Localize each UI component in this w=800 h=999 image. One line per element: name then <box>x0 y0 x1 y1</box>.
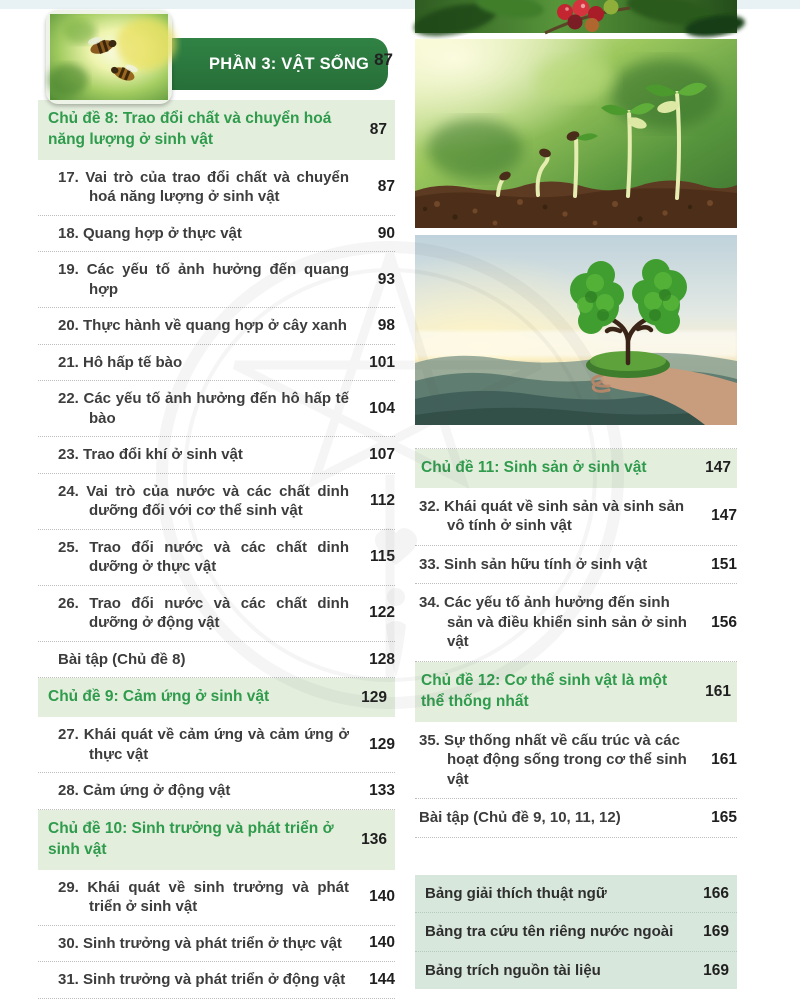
toc-row-lesson <box>38 474 395 530</box>
toc-row-lesson <box>38 530 395 586</box>
seedling-growth-photo <box>415 39 737 228</box>
toc-entry-page: 147 <box>705 459 731 477</box>
toc-entry-label: 22. Các yếu tố ảnh hưởng đến hô hấp tế bào <box>58 390 349 427</box>
toc-entry-label: 19. Các yếu tố ảnh hưởng đến quang hợp <box>58 261 349 298</box>
toc-entry-label: 23. Trao đổi khí ở sinh vật <box>58 446 243 464</box>
bee-photo <box>46 10 172 104</box>
toc-entry-page: 128 <box>369 650 395 668</box>
toc-entry-label: 35. Sự thống nhất về cấu trúc và các hoạt động sống trong cơ thể sinh vật <box>419 731 687 788</box>
left-toc <box>38 100 395 999</box>
toc-entry-label: Bảng tra cứu tên riêng nước ngoài <box>425 923 674 941</box>
toc-row-lesson <box>38 345 395 382</box>
toc-row-chapter <box>38 810 395 870</box>
toc-entry-page: 115 <box>369 548 395 566</box>
toc-entry-page: 112 <box>369 492 395 510</box>
toc-row-lesson <box>38 308 395 345</box>
toc-entry-page: 165 <box>711 809 737 827</box>
toc-entry-page: 129 <box>361 688 387 706</box>
toc-row-lesson <box>415 546 737 585</box>
toc-row-lesson <box>415 584 737 662</box>
toc-entry-page: 93 <box>377 270 395 288</box>
toc-row-lesson <box>38 586 395 642</box>
toc-row-lesson <box>38 437 395 474</box>
toc-row-task <box>38 642 395 679</box>
toc-row-chapter <box>415 449 737 488</box>
toc-row-lesson <box>38 216 395 253</box>
toc-entry-label: 25. Trao đổi nước và các chất dinh dưỡng ở thực vật <box>58 538 349 576</box>
toc-entry-page: 166 <box>703 884 729 902</box>
coffee-berries-photo <box>415 0 737 33</box>
toc-row-chapter <box>38 678 395 717</box>
toc-entry-label: 18. Quang hợp ở thực vật <box>58 224 242 242</box>
toc-entry-page: 90 <box>377 224 395 242</box>
toc-row-chapter <box>38 100 395 160</box>
toc-entry-page: 98 <box>377 317 395 335</box>
part-banner-label: PHẦN 3: VẬT SỐNG <box>209 54 369 73</box>
toc-entry-page: 136 <box>361 830 387 848</box>
toc-entry-label: 30. Sinh trưởng và phát triển ở thực vật <box>58 934 342 952</box>
toc-entry-page: 161 <box>711 751 737 769</box>
toc-entry-label: Chủ đề 12: Cơ thể sinh vật là một thể thống nhất <box>421 671 668 710</box>
toc-entry-label: 32. Khái quát về sinh sản và sinh sản vô tính ở sinh vật <box>419 497 685 535</box>
toc-entry-label: 29. Khái quát về sinh trưởng và phát triển ở sinh vật <box>58 878 349 916</box>
toc-entry-page: 133 <box>369 782 395 800</box>
toc-entry-page: 140 <box>369 888 395 906</box>
toc-row-lesson <box>415 722 737 800</box>
toc-entry-label: Bài tập (Chủ đề 9, 10, 11, 12) <box>419 809 621 827</box>
toc-entry-page: 161 <box>705 682 731 700</box>
toc-entry-label: 21. Hô hấp tế bào <box>58 353 183 371</box>
toc-row-lesson <box>38 717 395 773</box>
toc-row-lesson <box>38 773 395 810</box>
toc-entry-page: 156 <box>711 613 737 631</box>
toc-entry-label: 17. Vai trò của trao đổi chất và chuyển hoá năng lượng ở sinh vật <box>58 168 349 206</box>
toc-row-lesson <box>38 252 395 308</box>
toc-entry-page: 87 <box>377 178 395 196</box>
toc-entry-label: Bài tập (Chủ đề 8) <box>58 650 186 668</box>
toc-row-lesson <box>38 381 395 437</box>
toc-entry-page: 169 <box>703 961 729 979</box>
toc-row-chapter <box>415 662 737 722</box>
glossary-block <box>415 875 737 990</box>
right-toc <box>415 448 737 838</box>
toc-entry-page: 87 <box>369 120 387 138</box>
toc-entry-page: 101 <box>369 353 395 371</box>
toc-row-task <box>415 875 737 914</box>
toc-entry-label: 34. Các yếu tố ảnh hưởng đến sinh sản và điều khiển sinh sản ở sinh vật <box>419 594 687 651</box>
toc-entry-page: 122 <box>369 604 395 622</box>
toc-entry-page: 144 <box>369 970 395 988</box>
toc-entry-label: Bảng giải thích thuật ngữ <box>425 884 607 902</box>
toc-row-task <box>415 952 737 990</box>
toc-entry-label: 24. Vai trò của nước và các chất dinh dưỡng đối với cơ thể sinh vật <box>58 482 349 520</box>
toc-entry-page: 140 <box>369 934 395 952</box>
toc-entry-label: 28. Cảm ứng ở động vật <box>58 782 231 800</box>
toc-entry-label: 33. Sinh sản hữu tính ở sinh vật <box>419 555 648 573</box>
toc-entry-page: 147 <box>711 507 737 525</box>
toc-entry-page: 107 <box>369 446 395 464</box>
toc-entry-label: 27. Khái quát về cảm ứng và cảm ứng ở thực vật <box>58 726 349 763</box>
toc-entry-label: 20. Thực hành về quang hợp ở cây xanh <box>58 317 347 335</box>
toc-entry-label: 26. Trao đổi nước và các chất dinh dưỡng ở động vật <box>58 594 349 632</box>
toc-row-lesson <box>415 488 737 546</box>
toc-row-lesson <box>38 962 395 999</box>
toc-entry-label: Bảng trích nguồn tài liệu <box>425 961 601 979</box>
lung-tree-photo <box>415 235 737 425</box>
right-column <box>415 0 737 989</box>
part-banner-page: 87 <box>374 50 393 69</box>
toc-entry-label: Chủ đề 8: Trao đổi chất và chuyển hoá năng lượng ở sinh vật <box>48 110 332 148</box>
toc-row-lesson <box>38 926 395 963</box>
toc-entry-page: 104 <box>369 399 395 417</box>
part-header <box>38 10 395 100</box>
toc-row-task <box>415 799 737 838</box>
toc-row-lesson <box>38 870 395 926</box>
toc-entry-page: 169 <box>703 923 729 941</box>
left-column <box>38 10 395 999</box>
toc-entry-label: Chủ đề 10: Sinh trưởng và phát triển ở sinh vật <box>48 819 334 858</box>
toc-row-task <box>415 913 737 952</box>
toc-entry-label: Chủ đề 11: Sinh sản ở sinh vật <box>421 459 647 476</box>
toc-entry-label: 31. Sinh trưởng và phát triển ở động vật <box>58 971 346 989</box>
toc-entry-page: 151 <box>711 555 737 573</box>
toc-row-lesson <box>38 160 395 216</box>
toc-entry-page: 129 <box>369 735 395 753</box>
toc-entry-label: Chủ đề 9: Cảm ứng ở sinh vật <box>48 688 270 706</box>
